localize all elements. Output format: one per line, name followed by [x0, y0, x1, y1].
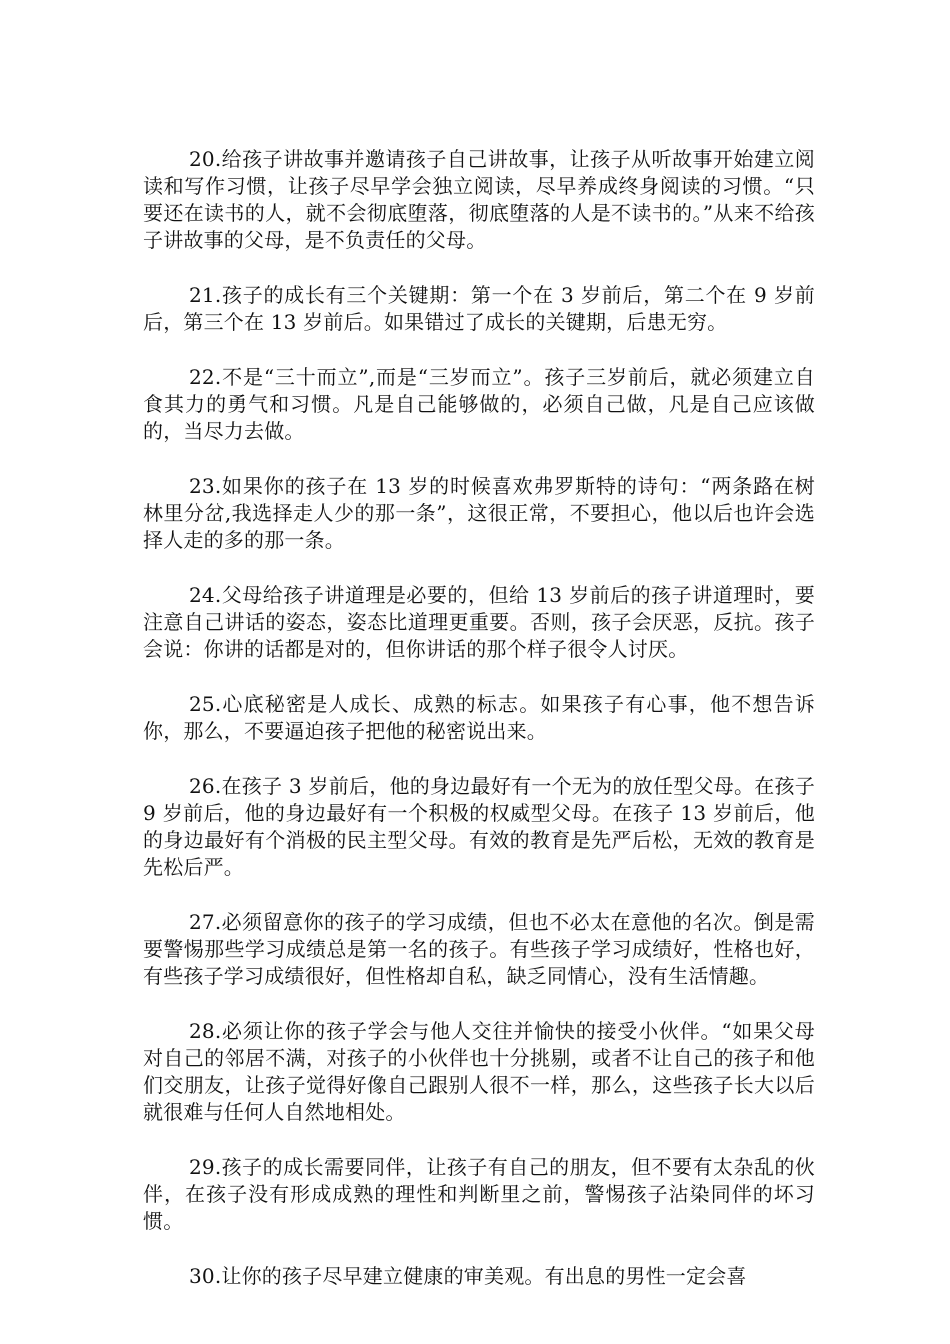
paragraph-25: 25.心底秘密是人成长、成熟的标志。如果孩子有心事，他不想告诉你，那么，不要逼迫孩子把他的秘密说出来。: [143, 692, 815, 743]
paragraph-20: 20.给孩子讲故事并邀请孩子自己讲故事，让孩子从听故事开始建立阅读和写作习惯，让孩子尽早学会独立阅读，尽早养成终身阅读的习惯。“只要还在读书的人，就不会彻底堕落，彻底堕落的人是不读书的。”从来不给孩子讲故事的父母，是不负责任的父母。: [143, 147, 815, 252]
paragraph-23: 23.如果你的孩子在 13 岁的时候喜欢弗罗斯特的诗句：“两条路在树林里分岔,我选择走人少的那一条”，这很正常，不要担心，他以后也许会选择人走的多的那一条。: [143, 474, 815, 552]
paragraph-22: 22.不是“三十而立”,而是“三岁而立”。孩子三岁前后，就必须建立自食其力的勇气和习惯。凡是自己能够做的，必须自己做，凡是自己应该做的，当尽力去做。: [143, 365, 815, 443]
paragraph-27: 27.必须留意你的孩子的学习成绩，但也不必太在意他的名次。倒是需要警惕那些学习成绩总是第一名的孩子。有些孩子学习成绩好，性格也好，有些孩子学习成绩很好，但性格却自私，缺乏同情心，没有生活情趣。: [143, 910, 815, 988]
paragraph-28: 28.必须让你的孩子学会与他人交往并愉快的接受小伙伴。“如果父母对自己的邻居不满，对孩子的小伙伴也十分挑剔，或者不让自己的孩子和他们交朋友，让孩子觉得好像自己跟别人很不一样，那么，这些孩子长大以后就很难与任何人自然地相处。: [143, 1019, 815, 1124]
paragraph-30: 30.让你的孩子尽早建立健康的审美观。有出息的男性一定会喜: [189, 1264, 747, 1288]
document-body: [143, 146, 815, 1290]
paragraph-26: 26.在孩子 3 岁前后，他的身边最好有一个无为的放任型父母。在孩子 9 岁前后，他的身边最好有一个积极的权威型父母。在孩子 13 岁前后，他的身边最好有个消极的民主型父母。有效的教育是先严后松，无效的教育是先松后严。: [143, 774, 815, 879]
paragraph-29: 29.孩子的成长需要同伴，让孩子有自己的朋友，但不要有太杂乱的伙伴，在孩子没有形成成熟的理性和判断里之前，警惕孩子沾染同伴的坏习惯。: [143, 1155, 815, 1233]
paragraph-21: 21.孩子的成长有三个关键期：第一个在 3 岁前后，第二个在 9 岁前后，第三个在 13 岁前后。如果错过了成长的关键期，后患无穷。: [143, 283, 815, 334]
paragraph-24: 24.父母给孩子讲道理是必要的，但给 13 岁前后的孩子讲道理时，要注意自己讲话的姿态，姿态比道理更重要。否则，孩子会厌恶，反抗。孩子会说：你讲的话都是对的，但你讲话的那个样子很令人讨厌。: [143, 583, 815, 661]
